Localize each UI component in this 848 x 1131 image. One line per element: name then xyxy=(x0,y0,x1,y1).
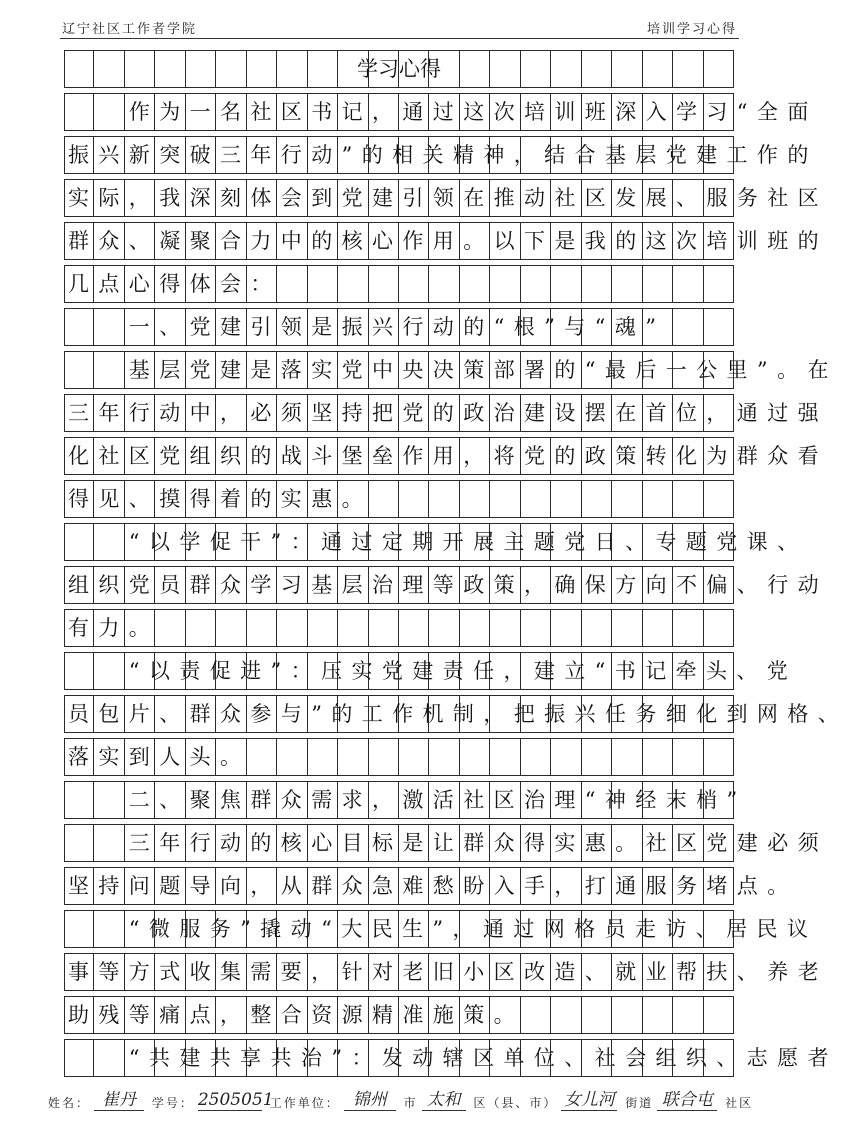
work-unit-label: 工作单位： xyxy=(269,1096,340,1110)
grid-row xyxy=(64,781,747,819)
name-label: 姓名： xyxy=(48,1096,91,1110)
grid-row xyxy=(64,824,828,862)
text-line: 员包片、群众参与”的工作机制，把振兴任务细化到网格、 xyxy=(68,702,848,726)
city-value: 锦州 xyxy=(344,1085,396,1111)
grid-row xyxy=(64,1039,838,1077)
student-id-label: 学号： xyxy=(151,1096,194,1110)
grid-row xyxy=(64,136,818,174)
grid-row xyxy=(64,996,734,1034)
text-line: 有力。 xyxy=(68,616,160,640)
city-label: 市 xyxy=(403,1096,418,1110)
street-label: 街道 xyxy=(625,1096,654,1110)
text-line: 三年行动的核心目标是让群众得实惠。社区党建必须 xyxy=(68,831,828,855)
community-label: 社区 xyxy=(725,1096,754,1110)
text-line: “以责促进”：压实党建责任，建立“书记牵头、党 xyxy=(68,659,798,683)
text-line: 三年行动中，必须坚持把党的政治建设摆在首位，通过强 xyxy=(68,401,828,425)
grid-row xyxy=(64,523,808,561)
grid-row xyxy=(64,222,828,260)
grid-row xyxy=(64,93,818,131)
text-line: 一、党建引领是振兴行动的“根”与“魂” xyxy=(68,315,666,339)
community-value: 联合屯 xyxy=(657,1085,717,1111)
text-line: “以学促干”：通过定期开展主题党日、专题党课、 xyxy=(68,530,808,554)
student-id-value: 2505051 xyxy=(197,1090,274,1110)
header-divider xyxy=(60,38,739,39)
grid-row xyxy=(64,394,828,432)
header-subject: 培训学习心得 xyxy=(646,22,737,37)
text-line: 作为一名社区书记，通过这次培训班深入学习“全面 xyxy=(68,100,818,124)
district-value: 太和 xyxy=(422,1085,466,1111)
text-line: 事等方式收集需要，针对老旧小区改造、就业帮扶、养老 xyxy=(68,960,828,984)
name-value: 崔丹 xyxy=(94,1085,144,1111)
grid-row xyxy=(64,265,734,303)
grid-row xyxy=(64,50,734,88)
grid-row xyxy=(64,308,734,346)
grid-row xyxy=(64,738,734,776)
text-line: 落实到人头。 xyxy=(68,745,251,769)
grid-row xyxy=(64,609,734,647)
text-line: 群众、凝聚合力中的核心作用。以下是我的这次培训班的 xyxy=(68,229,828,253)
text-line: “微服务”撬动“大民生”，通过网格员走访、居民议 xyxy=(68,917,818,941)
text-line: 基层党建是落实党中央决策部署的“最后一公里”。在 xyxy=(68,358,838,382)
text-line: 实际，我深刻体会到党建引领在推动社区发展、服务社区 xyxy=(68,186,828,210)
grid-row xyxy=(64,867,798,905)
grid-row xyxy=(64,437,828,475)
street-value: 女儿河 xyxy=(561,1085,617,1111)
text-line: 振兴新突破三年行动”的相关精神，结合基层党建工作的 xyxy=(68,143,818,167)
grid-row xyxy=(64,480,734,518)
manuscript-grid xyxy=(64,50,848,1075)
district-label: 区（县、市） xyxy=(473,1096,558,1110)
grid-row xyxy=(64,695,848,733)
text-line: 得见、摸得着的实惠。 xyxy=(68,487,372,511)
text-line: “共建共享共治”：发动辖区单位、社会组织、志愿者 xyxy=(68,1046,838,1070)
text-line: 组织党员群众学习基层治理等政策，确保方向不偏、行动 xyxy=(68,573,828,597)
grid-row xyxy=(64,566,828,604)
text-line: 坚持问题导向，从群众急难愁盼入手，打通服务堵点。 xyxy=(68,874,798,898)
document-title: 学习心得 xyxy=(357,57,441,81)
text-line: 化社区党组织的战斗堡垒作用，将党的政策转化为群众看 xyxy=(68,444,828,468)
text-line: 二、聚焦群众需求，激活社区治理“神经末梢” xyxy=(68,788,747,812)
grid-row xyxy=(64,179,828,217)
footer-info xyxy=(48,1085,753,1111)
grid-row xyxy=(64,953,828,991)
header-institution: 辽宁社区工作者学院 xyxy=(62,22,198,37)
grid-row xyxy=(64,351,838,389)
grid-row xyxy=(64,910,818,948)
text-line: 助残等痛点，整合资源精准施策。 xyxy=(68,1003,524,1027)
grid-row xyxy=(64,652,798,690)
text-line: 几点心得体会： xyxy=(68,272,281,296)
